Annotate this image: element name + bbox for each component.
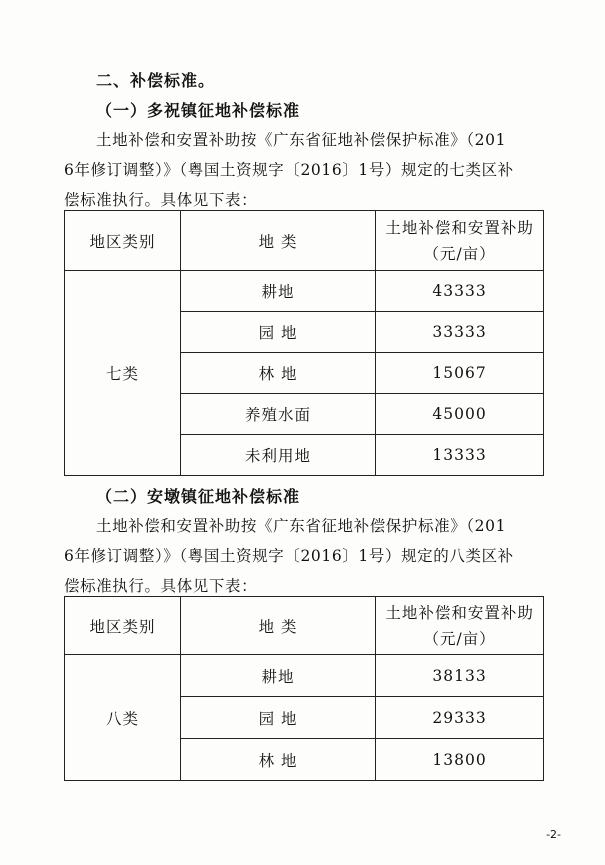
table-header-row [65,597,544,655]
subsection-title-duozhu: （一）多祝镇征地补偿标准 [96,101,301,120]
amount-cell: 43333 [376,271,544,312]
paragraph-line: 6年修订调整）》（粤国土资规字〔2016〕1号）规定的七类区补 [64,161,514,179]
region-cell: 八类 [65,655,181,781]
header-amount-unit: （元/亩） [423,629,496,648]
amount-cell: 29333 [376,697,544,739]
amount-cell: 13800 [376,739,544,781]
paragraph-line: 偿标准执行。具体见下表： [64,577,258,595]
compensation-table-andun [64,596,544,781]
amount-cell: 13333 [376,435,544,476]
table-row [65,655,544,697]
amount-cell: 38133 [376,655,544,697]
header-amount [376,597,544,655]
header-region: 地区类别 [65,211,181,271]
land-type-cell: 园 地 [180,312,375,353]
paragraph-line: 6年修订调整）》（粤国土资规字〔2016〕1号）规定的八类区补 [64,547,514,565]
land-type-cell: 园 地 [180,697,375,739]
paragraph-line: 偿标准执行。具体见下表： [64,191,258,209]
land-type-cell: 林 地 [180,353,375,394]
amount-cell: 15067 [376,353,544,394]
land-type-cell: 耕地 [180,655,375,697]
land-type-cell: 养殖水面 [180,394,375,435]
amount-cell: 45000 [376,394,544,435]
header-region: 地区类别 [65,597,181,655]
region-cell: 七类 [65,271,181,476]
compensation-table-duozhu [64,210,544,476]
subsection-title-andun: （二）安墩镇征地补偿标准 [96,487,301,506]
land-type-cell: 耕地 [180,271,375,312]
land-type-cell: 林 地 [180,739,375,781]
table-header-row [65,211,544,271]
land-type-cell: 未利用地 [180,435,375,476]
paragraph-line: 土地补偿和安置补助按《广东省征地补偿保护标准》（201 [96,131,507,149]
page-number: -2- [546,828,561,841]
header-amount-unit: （元/亩） [423,244,496,263]
amount-cell: 33333 [376,312,544,353]
header-amount-line1: 土地补偿和安置补助 [385,603,534,622]
header-amount-line1: 土地补偿和安置补助 [385,218,534,237]
header-land-type: 地 类 [180,597,375,655]
section-title: 二、补偿标准。 [96,71,216,90]
header-land-type: 地 类 [180,211,375,271]
header-amount [376,211,544,271]
paragraph-line: 土地补偿和安置补助按《广东省征地补偿保护标准》（201 [96,517,507,535]
table-row [65,271,544,312]
